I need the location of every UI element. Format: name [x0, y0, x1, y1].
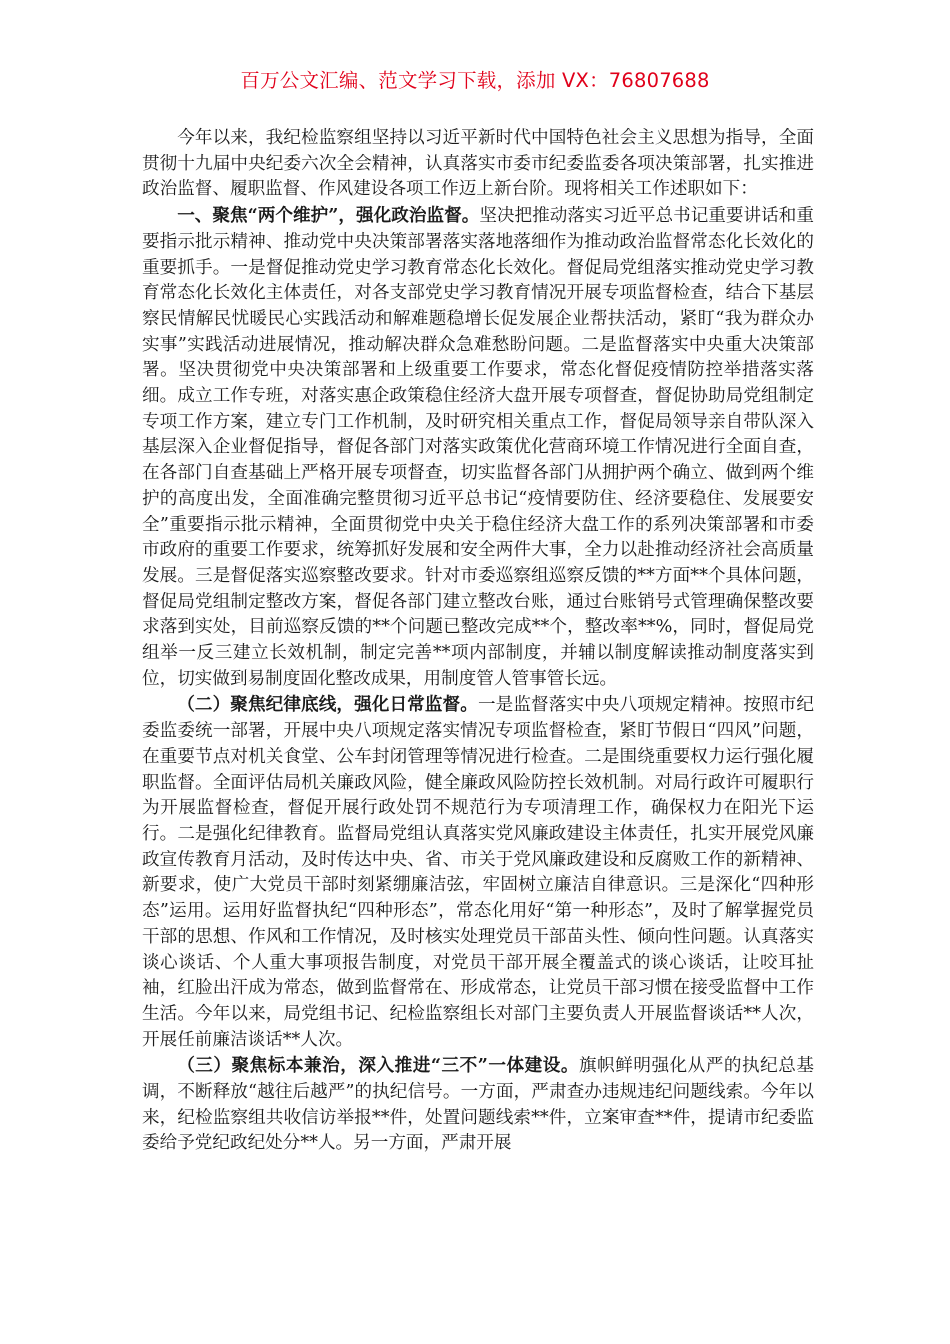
section-1-paragraph [142, 203, 814, 692]
section-2-heading: （二）聚焦纪律底线，强化日常监督。 [177, 694, 478, 716]
section-3-paragraph [142, 1053, 814, 1157]
section-2-paragraph [142, 692, 814, 1053]
paragraph-text: 一是监督落实中央八项规定精神。按照市纪委监委统一部署，开展中央八项规定落实情况专项监督检查，紧盯节假日“四风”问题，在重要节点对机关食堂、公车封闭管理等情况进行检查。二是围绕重要权力运行强化履职监督。全面评估局机关廉政风险，健全廉政风险防控长效机制。对局行政许可履职行为开展监督检查，督促开展行政处罚不规范行为专项清理工作，确保权力在阳光下运行。二是强化纪律教育。监督局党组认真落实党风廉政建设主体责任，扎实开展党风廉政宣传教育月活动，及时传达中央、省、市关于党风廉政建设和反腐败工作的新精神、新要求，使广大党员干部时刻紧绷廉洁弦，牢固树立廉洁自律意识。三是深化“四种形态”运用。运用好监督执纪“四种形态”，常态化用好“第一种形态”，及时了解掌握党员干部的思想、作风和工作情况，及时核实处理党员干部苗头性、倾向性问题。认真落实谈心谈话、个人重大事项报告制度，对党员干部开展全覆盖式的谈心谈话，让咬耳扯袖，红脸出汗成为常态，做到监督常在、形成常态，让党员干部习惯在接受监督中工作生活。今年以来，局党组书记、纪检监察组长对部门主要负责人开展监督谈话**人次，开展任前廉洁谈话**人次。 [142, 695, 814, 1050]
section-1-heading: 一、聚焦“两个维护”，强化政治监督。 [177, 205, 480, 227]
paragraph-text: 坚决把推动落实习近平总书记重要讲话和重要指示批示精神、推动党中央决策部署落实落地落细作为推动政治监督常态化长效化的重要抓手。一是督促推动党史学习教育常态化长效化。督促局党组落实推动党史学习教育常态化长效化主体责任，对各支部党史学习教育情况开展专项监督检查，结合下基层察民情解民忧暖民心实践活动和解难题稳增长促发展企业帮扶活动，紧盯“我为群众办实事”实践活动进展情况，推动解决群众急难愁盼问题。二是监督落实中央重大决策部署。坚决贯彻党中央决策部署和上级重要工作要求，常态化督促疫情防控举措落实落细。成立工作专班，对落实惠企政策稳住经济大盘开展专项督查，督促协助局党组制定专项工作方案，建立专门工作机制，及时研究相关重点工作，督促局领导亲自带队深入基层深入企业督促指导，督促各部门对落实政策优化营商环境工作情况进行全面自查，在各部门自查基础上严格开展专项督查，切实监督各部门从拥护两个确立、做到两个维护的高度出发，全面准确完整贯彻习近平总书记“疫情要防住、经济要稳住、发展要安全”重要指示批示精神，全面贯彻党中央关于稳住经济大盘工作的系列决策部署和市委市政府的重要工作要求，统筹抓好发展和安全两件大事，全力以赴推动经济社会高质量发展。三是督促落实巡察整改要求。针对市委巡察组巡察反馈的**方面**个具体问题，督促局党组制定整改方案，督促各部门建立整改台账，通过台账销号式管理确保整改要求落到实处，目前巡察反馈的**个问题已整改完成**个，整改率**%，同时，督促局党组举一反三建立长效机制，制定完善**项内部制度，并辅以制度解读推动制度落实到位，切实做到易制度固化整改成果，用制度管人管事管长远。 [142, 206, 814, 689]
paragraph-text: 今年以来，我纪检监察组坚持以习近平新时代中国特色社会主义思想为指导，全面贯彻十九届中央纪委六次全会精神，认真落实市委市纪委监委各项决策部署，扎实推进政治监督、履职监督、作风建设各项工作迈上新台阶。现将相关工作述职如下： [142, 128, 814, 200]
promo-banner: 百万公文汇编、范文学习下载，添加 VX：76807688 [240, 69, 710, 92]
section-3-heading: （三）聚焦标本兼治，深入推进“三不”一体建设。 [177, 1055, 579, 1077]
intro-paragraph [142, 126, 814, 203]
paragraph-text: 旗帜鲜明强化从严的执纪总基调，不断释放“越往后越严”的执纪信号。一方面，严肃查办违规违纪问题线索。今年以来，纪检监察组共收信访举报**件，处置问题线索**件，立案审查**件，提请市纪委监委给予党纪政纪处分**人。另一方面，严肃开展 [142, 1056, 814, 1154]
document-body [142, 126, 814, 1157]
